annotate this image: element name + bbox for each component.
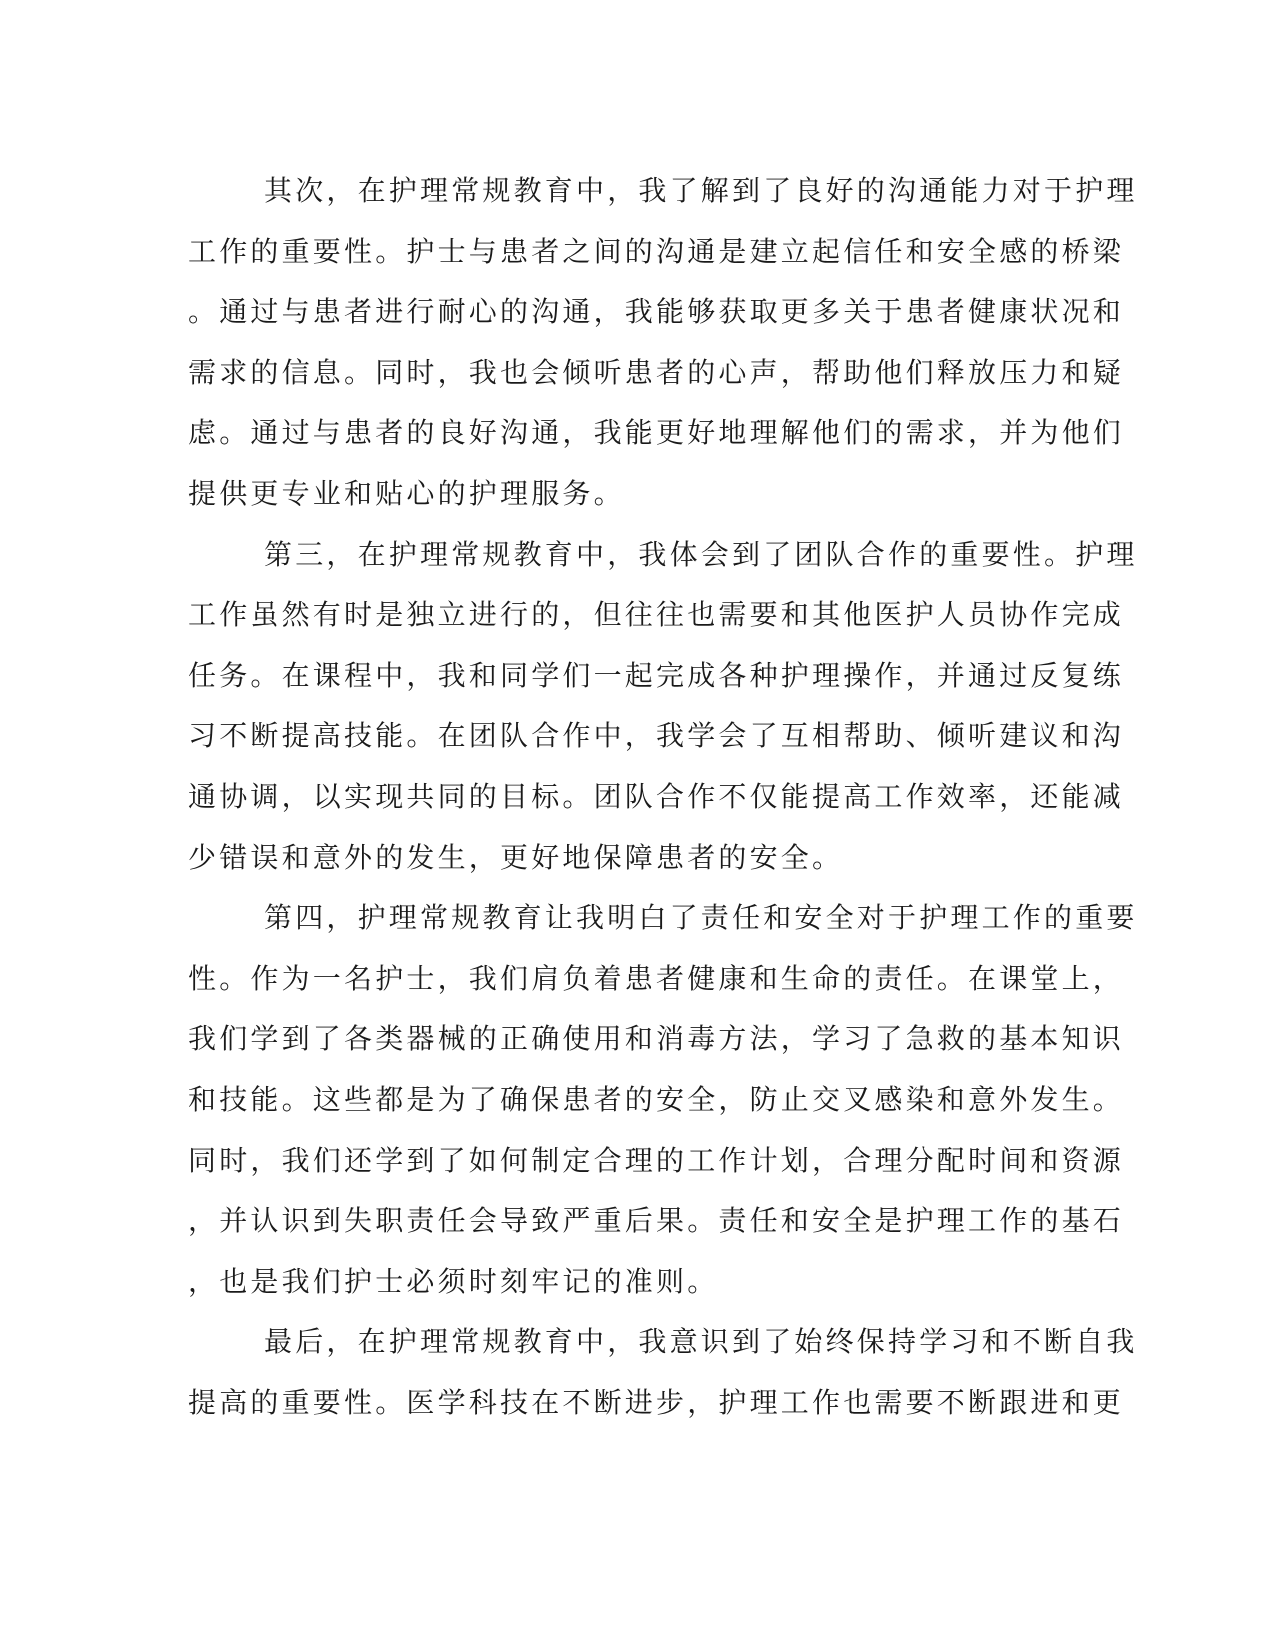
paragraph-line: 需求的信息。同时，我也会倾听患者的心声，帮助他们释放压力和疑: [188, 355, 1125, 389]
paragraph-line: ，并认识到失职责任会导致严重后果。责任和安全是护理工作的基石: [188, 1204, 1125, 1238]
paragraph-line: 第四，护理常规教育让我明白了责任和安全对于护理工作的重要: [264, 901, 1138, 935]
paragraph-responsibility: [188, 888, 1138, 1312]
paragraph-line: 和技能。这些都是为了确保患者的安全，防止交叉感染和意外发生。: [188, 1082, 1125, 1116]
paragraph-teamwork: [188, 525, 1138, 889]
paragraph-line: 同时，我们还学到了如何制定合理的工作计划，合理分配时间和资源: [188, 1143, 1125, 1177]
paragraph-line: 提高的重要性。医学科技在不断进步，护理工作也需要不断跟进和更: [188, 1385, 1125, 1419]
paragraph-line: 少错误和意外的发生，更好地保障患者的安全。: [188, 840, 844, 874]
paragraph-line: 第三，在护理常规教育中，我体会到了团队合作的重要性。护理: [264, 537, 1138, 571]
paragraph-line: 工作虽然有时是独立进行的，但往往也需要和其他医护人员协作完成: [188, 598, 1125, 632]
paragraph-line: ，也是我们护士必须时刻牢记的准则。: [188, 1264, 719, 1298]
document-body: [188, 161, 1138, 1433]
paragraph-line: 最后，在护理常规教育中，我意识到了始终保持学习和不断自我: [264, 1325, 1138, 1359]
paragraph-line: 习不断提高技能。在团队合作中，我学会了互相帮助、倾听建议和沟: [188, 719, 1125, 753]
paragraph-line: 虑。通过与患者的良好沟通，我能更好地理解他们的需求，并为他们: [188, 416, 1125, 450]
paragraph-line: 我们学到了各类器械的正确使用和消毒方法，学习了急救的基本知识: [188, 1022, 1125, 1056]
paragraph-line: 任务。在课程中，我和同学们一起完成各种护理操作，并通过反复练: [188, 658, 1125, 692]
paragraph-line: 提供更专业和贴心的护理服务。: [188, 476, 625, 510]
paragraph-line: 性。作为一名护士，我们肩负着患者健康和生命的责任。在课堂上，: [188, 961, 1125, 995]
paragraph-line: 工作的重要性。护士与患者之间的沟通是建立起信任和安全感的桥梁: [188, 234, 1125, 268]
paragraph-lifelong-learning: [188, 1312, 1138, 1433]
paragraph-line: 。通过与患者进行耐心的沟通，我能够获取更多关于患者健康状况和: [188, 295, 1125, 329]
paragraph-communication: [188, 161, 1138, 525]
paragraph-line: 其次，在护理常规教育中，我了解到了良好的沟通能力对于护理: [264, 174, 1138, 207]
paragraph-line: 通协调，以实现共同的目标。团队合作不仅能提高工作效率，还能减: [188, 779, 1125, 813]
